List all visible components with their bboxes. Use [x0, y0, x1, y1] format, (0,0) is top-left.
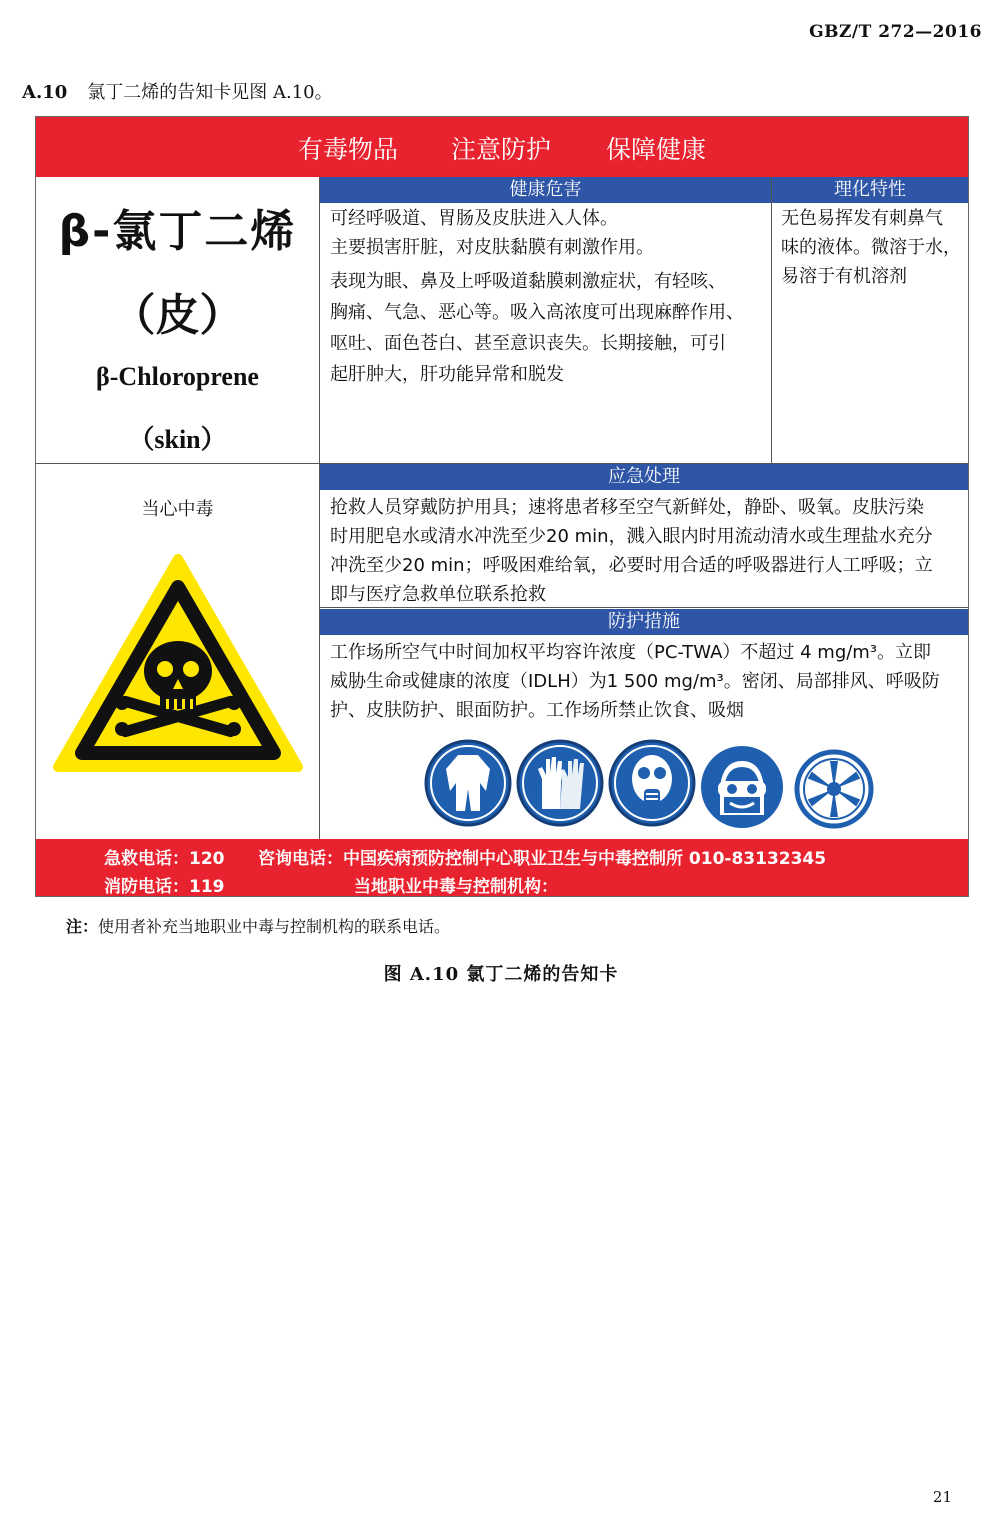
figure-caption: 图 A.10 氯丁二烯的告知卡 — [383, 964, 619, 985]
emergency-line: 抢救人员穿戴防护用具；速将患者移至空气新鲜处，静卧、吸氧。皮肤污染 — [330, 497, 924, 518]
properties-title: 理化特性 — [772, 177, 968, 203]
protection-text — [330, 638, 962, 725]
section-text: 氯丁二烯的告知卡见图 A.10。 — [87, 82, 333, 103]
health-hazard-text — [330, 204, 770, 390]
properties-text — [781, 204, 967, 291]
poison-warning-icon — [52, 553, 304, 775]
emergency-contacts-footer — [36, 839, 968, 896]
fire-phone: 消防电话：119 — [104, 877, 225, 897]
first-aid-phone: 急救电话：120 — [104, 849, 225, 869]
emergency-line: 即与医疗急救单位联系抢救 — [330, 584, 546, 605]
chemical-name-cn: β-氯丁二烯 — [58, 206, 297, 257]
gas-mask-icon — [608, 739, 696, 827]
ventilation-fan-icon — [794, 749, 874, 829]
skin-notation-en: （skin） — [128, 425, 227, 454]
footnote-label: 注： — [66, 917, 99, 936]
banner-item-protect: 注意防护 — [451, 135, 552, 164]
goggles-icon — [700, 745, 784, 829]
hazard-notice-card — [35, 116, 969, 897]
section-number: A.10 — [22, 82, 68, 103]
banner-item-toxic: 有毒物品 — [298, 135, 399, 164]
protective-suit-icon — [424, 739, 512, 827]
footnote — [66, 914, 450, 937]
protection-line: 护、皮肤防护、眼面防护。工作场所禁止饮食、吸烟 — [330, 700, 744, 721]
health-hazard-line: 呕吐、面色苍白、甚至意识丧失。长期接触，可引 — [330, 333, 726, 354]
health-hazard-title: 健康危害 — [320, 177, 771, 203]
page-number: 21 — [932, 1488, 952, 1506]
banner-item-health: 保障健康 — [606, 135, 707, 164]
footnote-text: 使用者补充当地职业中毒与控制机构的联系电话。 — [98, 917, 451, 936]
column-divider — [319, 177, 320, 839]
hazard-properties-divider — [771, 177, 772, 463]
health-hazard-line: 主要损害肝脏，对皮肤黏膜有刺激作用。 — [330, 237, 654, 258]
properties-line: 无色易挥发有刺鼻气 — [781, 208, 943, 229]
local-agency: 当地职业中毒与控制机构： — [354, 877, 558, 897]
emergency-line: 时用肥皂水或清水冲洗至少20 min，溅入眼内时用流动清水或生理盐水充分 — [330, 526, 933, 547]
properties-line: 味的液体。微溶于水， — [781, 237, 961, 258]
chemical-name-en: β-Chloroprene — [96, 362, 259, 391]
health-hazard-line: 可经呼吸道、胃肠及皮肤进入人体。 — [330, 208, 618, 229]
health-hazard-line: 胸痛、气急、恶心等。吸入高浓度可出现麻醉作用、 — [330, 302, 744, 323]
emergency-title: 应急处理 — [320, 464, 968, 490]
section-heading — [22, 78, 333, 104]
properties-line: 易溶于有机溶剂 — [781, 266, 907, 287]
gloves-icon — [516, 739, 604, 827]
protection-line: 工作场所空气中时间加权平均容许浓度（PC-TWA）不超过 4 mg/m³。立即 — [330, 642, 932, 663]
protection-line: 威胁生命或健康的浓度（IDLH）为1 500 mg/m³。密闭、局部排风、呼吸防 — [330, 671, 940, 692]
warning-label: 当心中毒 — [141, 499, 214, 520]
health-hazard-line: 起肝肿大，肝功能异常和脱发 — [330, 364, 564, 385]
protection-title: 防护措施 — [320, 609, 968, 635]
skin-notation-cn: （皮） — [111, 290, 244, 341]
consult-phone: 咨询电话：中国疾病预防控制中心职业卫生与中毒控制所 010-83132345 — [258, 849, 827, 869]
card-banner — [36, 117, 968, 177]
health-hazard-line: 表现为眼、鼻及上呼吸道黏膜刺激症状，有轻咳、 — [330, 271, 726, 292]
document-code: GBZ/T 272—2016 — [809, 22, 982, 42]
emergency-line: 冲洗至少20 min；呼吸困难给氧，必要时用合适的呼吸器进行人工呼吸；立 — [330, 555, 933, 576]
emergency-text — [330, 493, 962, 609]
